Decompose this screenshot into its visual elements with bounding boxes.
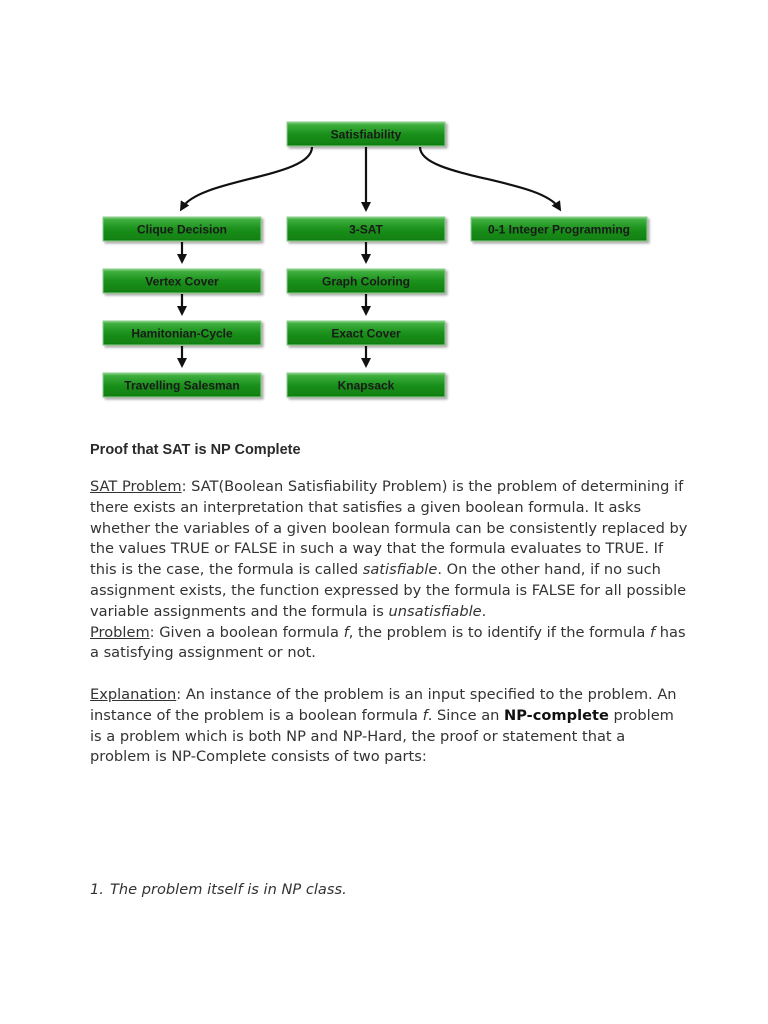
node-label: Graph Coloring [322,274,410,289]
node-hamiltonian-cycle [103,321,261,345]
formula-symbol: f [422,706,428,724]
node-label: Knapsack [337,378,395,393]
node-label: Exact Cover [331,326,401,341]
node-graph-coloring [287,269,445,293]
text-run: , the problem is to identify if the formula [348,623,651,641]
text-run: . [481,602,487,620]
node-label: Clique Decision [136,222,228,237]
text-run: problem is a problem which is both NP and NP-Hard, the proof or statement that a problem is NP-Complete consists of two parts: [90,706,674,766]
formula-symbol: f [650,623,656,641]
text-run: : Given a boolean formula [149,623,344,641]
node-label: Satisfiability [330,127,402,142]
problem-paragraph [90,623,690,665]
text-run: . Since an [427,706,505,724]
node-label: Hamitonian-Cycle [131,326,233,341]
explanation-label: Explanation [90,685,177,703]
sat-problem-label: SAT Problem [90,478,182,495]
article-body [90,442,690,768]
node-integer-programming [471,217,647,241]
list-item [90,881,347,898]
problem-label: Problem [90,623,150,641]
list-number: 1. [90,881,104,898]
text-run: : An instance of the problem is an input specified to the problem. An instance of the problem is a boolean formula [90,685,677,724]
text-run: . On the other hand, if no such assignment exists, the function expressed by the formula is FALSE for all possible variable assignments and the formula is [90,561,687,620]
arrow-sat-to-integer [420,147,559,208]
node-clique-decision [103,217,261,241]
sat-problem-paragraph [90,477,690,623]
section-heading: Proof that SAT is NP Complete [90,442,301,458]
node-exact-cover [287,321,445,345]
node-3-sat [287,217,445,241]
text-run: has a satisfying assignment or not. [90,623,686,662]
node-label: 0-1 Integer Programming [487,222,631,237]
node-label: Travelling Salesman [124,378,240,393]
explanation-paragraph [90,685,690,768]
text-run: : SAT(Boolean Satisfiability Problem) is the problem of determining if there exists an interpretation that satisfies a given boolean formula. It asks whether the variables of a given boolean formula can be consistently replaced by the values TRUE or FALSE in such a way that the formula evaluates to TRUE. If this is the case, the formula is called [90,478,688,579]
node-label: 3-SAT [349,222,383,237]
node-label: Vertex Cover [145,274,219,289]
node-travelling-salesman [103,373,261,397]
np-reduction-diagram [0,0,768,420]
arrow-sat-to-clique [182,147,312,208]
emphasis-unsatisfiable: unsatisfiable [388,602,482,620]
node-vertex-cover [103,269,261,293]
node-knapsack [287,373,445,397]
node-satisfiability [287,122,445,146]
np-complete-term: NP-complete [504,706,609,724]
formula-symbol: f [343,623,349,641]
emphasis-satisfiable: satisfiable [362,561,438,579]
list-text: The problem itself is in NP class. [109,881,347,898]
